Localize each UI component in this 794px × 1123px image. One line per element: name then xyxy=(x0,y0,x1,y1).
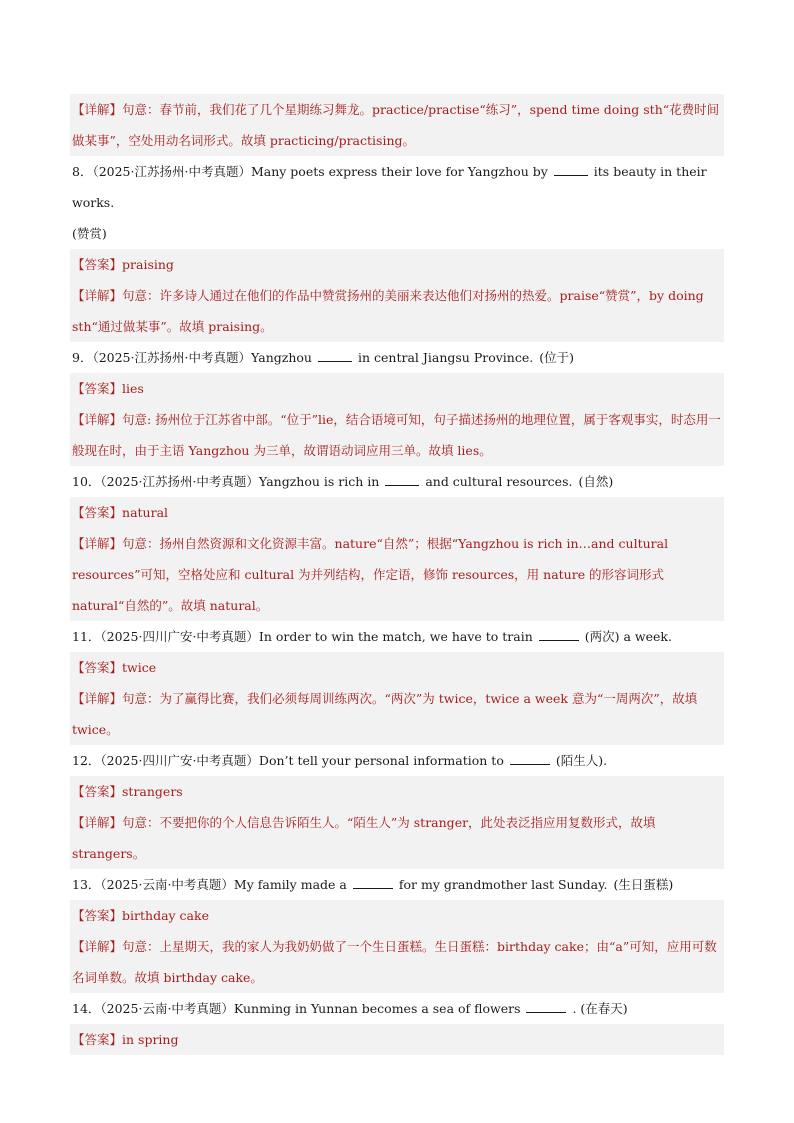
answer-blank xyxy=(526,1000,566,1013)
answer-block: 【答案】birthday cake xyxy=(70,900,724,931)
question-8: 8．（2025·江苏扬州·中考真题）Many poets express their love for Yangzhou by its beauty in their works. (赞赏) xyxy=(70,156,724,249)
answer-block: 【答案】twice xyxy=(70,652,724,683)
answer-block: 【答案】natural xyxy=(70,497,724,528)
answer-blank xyxy=(385,473,419,486)
question-12: 12．（2025·四川广安·中考真题）Don’t tell your personal information to (陌生人). xyxy=(70,745,724,776)
answer-block: 【答案】strangers xyxy=(70,776,724,807)
answer-block: 【答案】in spring xyxy=(70,1024,724,1055)
detail-block: 【详解】句意: 扬州位于江苏省中部。“位于”lie，结合语境可知，句子描述扬州的地理位置，属于客观事实，时态用一般现在时，由于主语 Yangzhou 为三单，故谓语动词应用三单。故填 lies。 xyxy=(70,404,724,466)
detail-block: 【详解】句意：扬州自然资源和文化资源丰富。nature“自然”；根据“Yangzhou is rich in…and cultural resources”可知，空格处应和 cultural 为并列结构，作定语，修饰 resources，用 nature 的形容词形式 natural“自然的”。故填 natural。 xyxy=(70,528,724,621)
question-14: 14．（2025·云南·中考真题）Kunming in Yunnan becomes a sea of flowers . (在春天) xyxy=(70,993,724,1024)
answer-block: 【答案】praising xyxy=(70,249,724,280)
answer-blank xyxy=(318,349,352,362)
detail-block: 【详解】句意：上星期天，我的家人为我奶奶做了一个生日蛋糕。生日蛋糕：birthday cake；由“a”可知，应用可数名词单数。故填 birthday cake。 xyxy=(70,931,724,993)
answer-blank xyxy=(554,163,588,176)
detail-block: 【详解】句意：许多诗人通过在他们的作品中赞赏扬州的美丽来表达他们对扬州的热爱。praise“赞赏”，by doing sth“通过做某事”。故填 praising。 xyxy=(70,280,724,342)
answer-blank xyxy=(353,876,393,889)
answer-block: 【答案】lies xyxy=(70,373,724,404)
detail-block: 【详解】句意：春节前，我们花了几个星期练习舞龙。practice/practise“练习”，spend time doing sth“花费时间做某事”，空处用动名词形式。故填 practicing/practising。 xyxy=(70,94,724,156)
question-13: 13．（2025·云南·中考真题）My family made a for my grandmother last Sunday. (生日蛋糕) xyxy=(70,869,724,900)
worksheet-page xyxy=(70,94,724,1055)
detail-block: 【详解】句意：为了赢得比赛，我们必须每周训练两次。“两次”为 twice，twice a week 意为“一周两次”，故填 twice。 xyxy=(70,683,724,745)
detail-block: 【详解】句意：不要把你的个人信息告诉陌生人。“陌生人”为 stranger，此处表泛指应用复数形式，故填 strangers。 xyxy=(70,807,724,869)
question-9: 9．（2025·江苏扬州·中考真题）Yangzhou in central Jiangsu Province. (位于) xyxy=(70,342,724,373)
question-11: 11．（2025·四川广安·中考真题）In order to win the match, we have to train (两次) a week. xyxy=(70,621,724,652)
question-10: 10．（2025·江苏扬州·中考真题）Yangzhou is rich in and cultural resources. (自然) xyxy=(70,466,724,497)
answer-blank xyxy=(510,752,550,765)
answer-blank xyxy=(539,628,579,641)
